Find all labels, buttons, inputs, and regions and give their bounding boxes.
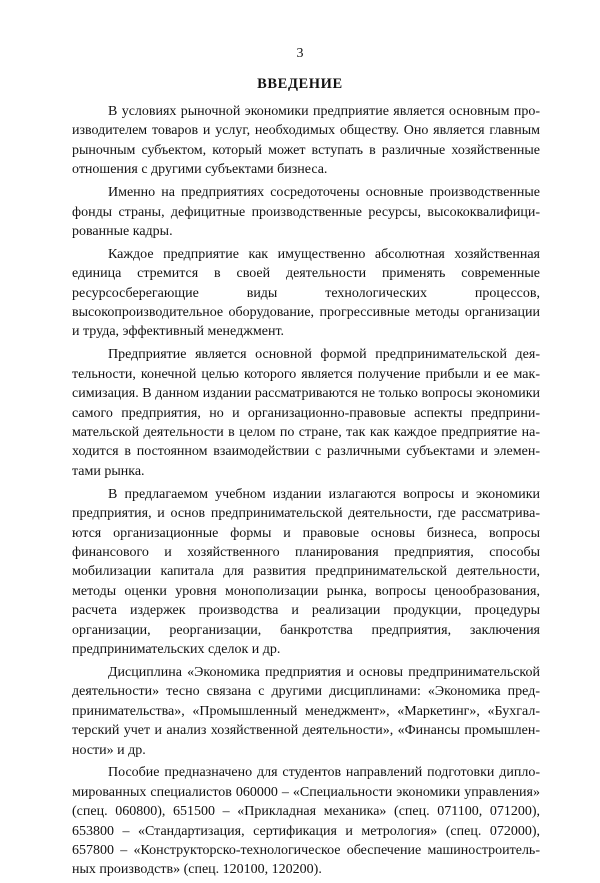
body-text <box>72 102 540 883</box>
paragraph: Дисциплина «Экономика предприятия и основы предпринимательской деятельности» тесно связана с другими дисциплинами: «Экономика предпринимательства», «Промышленный менеджмент», «Маркетинг», «Бухгалтерский учет и анализ хозяйственной деятельности», «Финансы промышленности» и др. <box>72 664 540 758</box>
paragraph: Именно на предприятиях сосредоточены основные производственные фонды страны, дефицитные производственные ресурсы, высококвалифицированные кадры. <box>72 185 540 239</box>
paragraph: В условиях рыночной экономики предприятие является основным производителем товаров и услуг, необходимых обществу. Оно является главным рыночным субъектом, который может вступать в различные хозяйственные отношения с другими субъектами бизнеса. <box>72 104 540 178</box>
paragraph: В предлагаемом учебном издании излагаются вопросы и экономики предприятия, и основ предпринимательской деятельности, где рассматриваются организационные формы и правовые основы бизнеса, вопросы финансового и хозяйственного планирования предприятия, способы мобилизации капитала для развития предпринимательской деятельности, методы оценки уровня монополизации рынка, вопросы ценообразования, расчета издержек производства и реализации продукции, процедуры организации, реорганизации, банкротства предприятия, заключения предпринимательских сделок и др. <box>72 486 540 657</box>
paragraph: Пособие предназначено для студентов направлений подготовки дипломированных специалистов 060000 – «Специальности экономики управления» (спец. 060800), 651500 – «Прикладная механика» (спец. 071100, 071200), 653800 – «Стандартизация, сертификация и метрология» (спец. 072000), 657800 – «Конструкторско-технологическое обеспечение машиностроительных производств» (спец. 120100, 120200). <box>72 765 540 878</box>
paragraph: Каждое предприятие как имущественно абсолютная хозяйственная единица стремится в своей деятельности применять современные ресурсосберегающие виды технологических процессов, высокопроизводительное оборудование, прогрессивные методы организации и труда, эффективный менеджмент. <box>72 246 540 340</box>
page-number: 3 <box>296 46 304 61</box>
paragraph: Предприятие является основной формой предпринимательской деятельности, конечной целью которого является получение прибыли и ее максимизация. В данном издании рассматриваются не только вопросы экономики самого предприятия, но и организационно-правовые аспекты предпринимательской деятельности в целом по стране, так как каждое предприятие находится в постоянном взаимодействии с различными субъектами и элементами рынка. <box>72 347 540 479</box>
section-title: ВВЕДЕНИЕ <box>257 76 343 92</box>
